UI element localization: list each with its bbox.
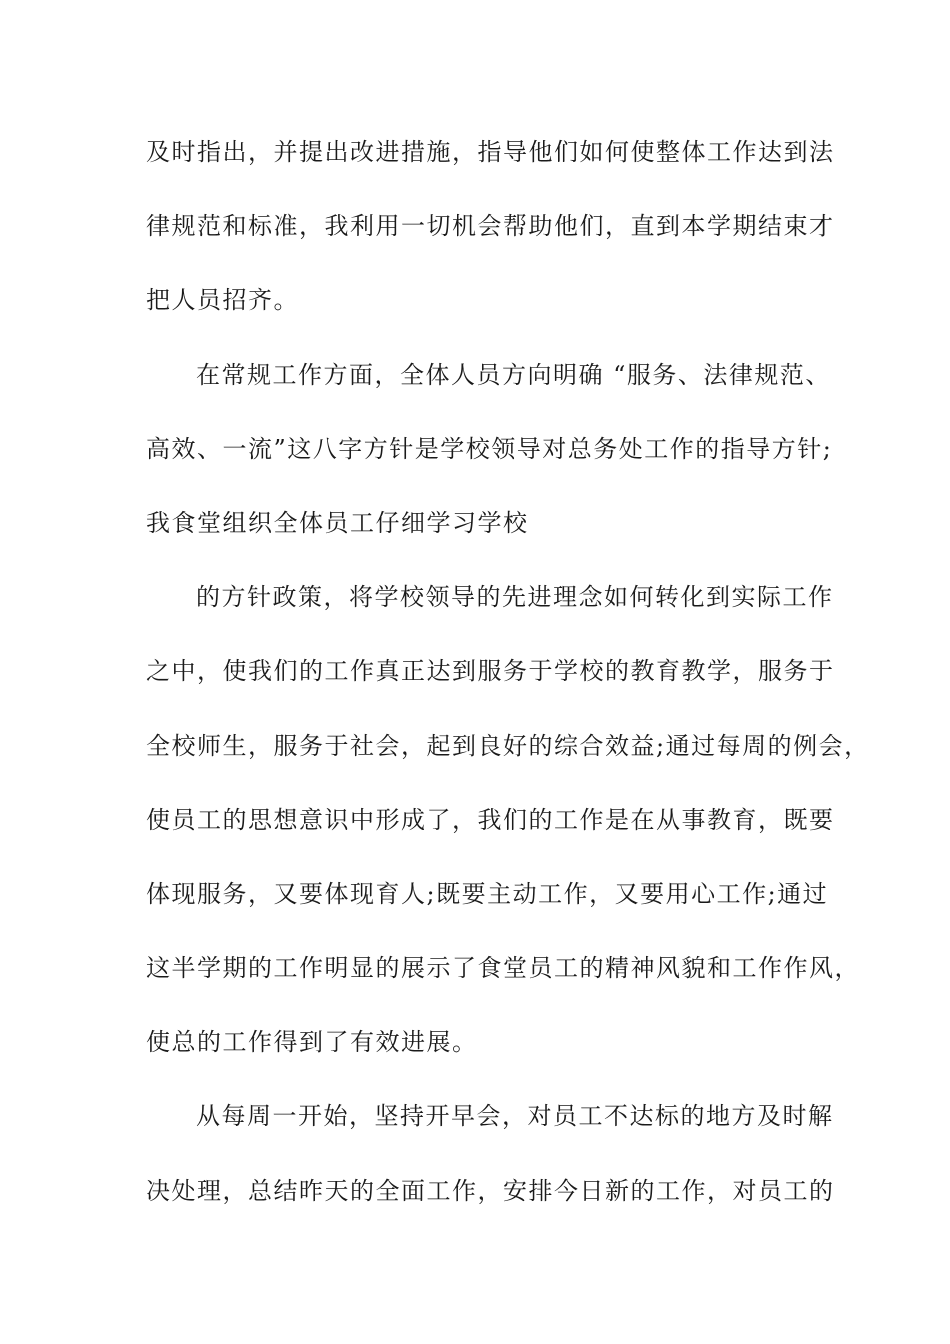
text-line: 这半学期的工作明显的展示了食堂员工的精神风貌和工作作风， xyxy=(146,954,860,983)
paragraph-start-line: 从每周一开始，坚持开早会，对员工不达标的地方及时解 xyxy=(196,1102,834,1131)
paragraph-start-line: 在常规工作方面，全体人员方向明确 “服务、法律规范、 xyxy=(196,360,831,389)
text-line: 决处理，总结昨天的全面工作，安排今日新的工作，对员工的 xyxy=(146,1176,835,1205)
text-line: 律规范和标准，我利用一切机会帮助他们，直到本学期结束才 xyxy=(146,212,835,241)
text-line: 全校师生，服务于社会，起到良好的综合效益;通过每周的例会， xyxy=(146,731,870,760)
text-line: 使总的工作得到了有效进展。 xyxy=(146,1028,478,1057)
paragraph-start-line: 的方针政策，将学校领导的先进理念如何转化到实际工作 xyxy=(196,583,834,612)
text-line: 高效、一流”这八字方针是学校领导对总务处工作的指导方针; xyxy=(146,434,833,463)
body-text xyxy=(146,128,870,1241)
text-line: 之中，使我们的工作真正达到服务于学校的教育教学，服务于 xyxy=(146,657,835,686)
text-line: 及时指出，并提出改进措施，指导他们如何使整体工作达到法 xyxy=(146,138,835,166)
text-line: 我食堂组织全体员工仔细学习学校 xyxy=(146,508,529,537)
text-line: 把人员招齐。 xyxy=(146,286,299,315)
text-line: 使员工的思想意识中形成了，我们的工作是在从事教育，既要 xyxy=(146,805,835,834)
text-line: 体现服务，又要体现育人;既要主动工作，又要用心工作;通过 xyxy=(146,879,829,908)
